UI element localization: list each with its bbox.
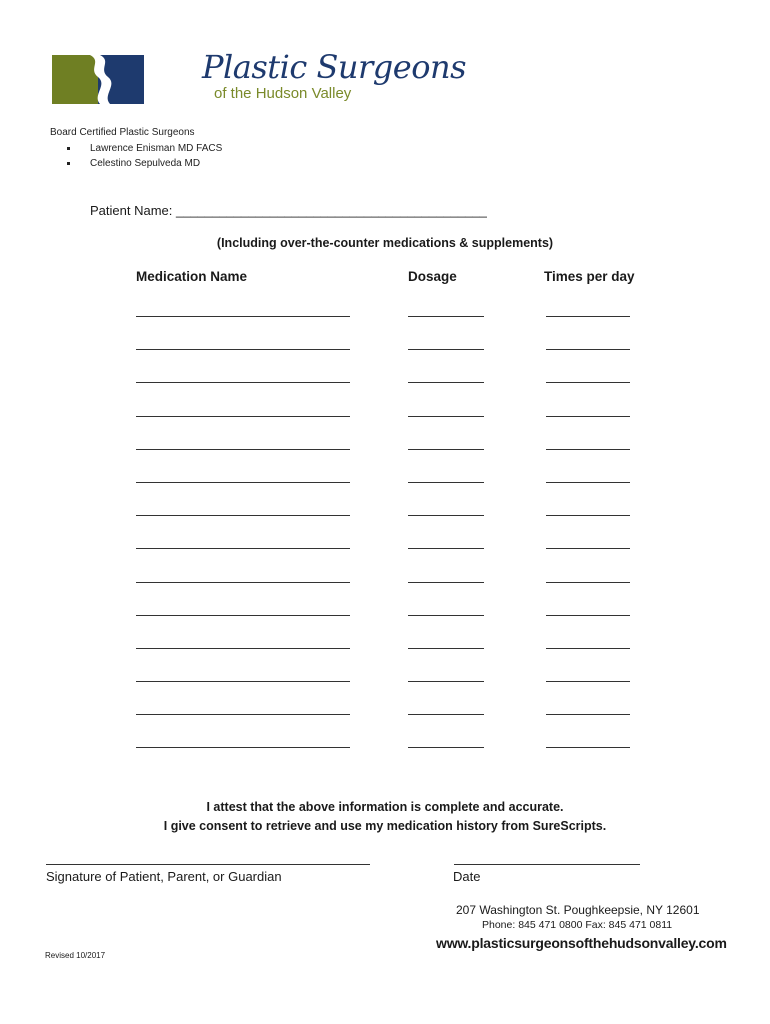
medication-row <box>0 472 770 505</box>
surgeon-item <box>67 156 222 171</box>
header-medication-name: Medication Name <box>136 269 248 284</box>
dosage-field[interactable] <box>408 648 484 649</box>
medication-row <box>0 306 770 339</box>
dosage-field[interactable] <box>408 714 484 715</box>
surgeon-list <box>50 141 222 171</box>
logo-mark-icon <box>52 55 144 104</box>
medication-name-field[interactable] <box>136 548 350 549</box>
revised-date: Revised 10/2017 <box>45 951 106 960</box>
footer-website: www.plasticsurgeonsofthehudsonvalley.com <box>436 935 727 951</box>
surgeon-name: Lawrence Enisman MD FACS <box>90 143 223 154</box>
dosage-field[interactable] <box>408 515 484 516</box>
medication-name-field[interactable] <box>136 582 350 583</box>
dosage-field[interactable] <box>408 615 484 616</box>
practice-logo <box>52 48 466 108</box>
consent-line: I give consent to retrieve and use my medication history from SureScripts. <box>163 819 607 833</box>
medication-name-field[interactable] <box>136 714 350 715</box>
medication-row <box>0 439 770 472</box>
times-per-day-field[interactable] <box>546 482 630 483</box>
dosage-field[interactable] <box>408 548 484 549</box>
attestation-line: I attest that the above information is complete and accurate. <box>206 800 564 814</box>
logo-script-text: Plastic Surgeons <box>202 48 466 86</box>
times-per-day-field[interactable] <box>546 515 630 516</box>
board-certified-block <box>50 127 222 171</box>
medication-row <box>0 505 770 538</box>
medication-name-field[interactable] <box>136 349 350 350</box>
dosage-field[interactable] <box>408 416 484 417</box>
times-per-day-field[interactable] <box>546 382 630 383</box>
dosage-field[interactable] <box>408 747 484 748</box>
including-note: (Including over-the-counter medications & supplements) <box>216 236 554 250</box>
logo-subtitle: of the Hudson Valley <box>214 85 352 102</box>
times-per-day-field[interactable] <box>546 349 630 350</box>
times-per-day-field[interactable] <box>546 416 630 417</box>
medication-row <box>0 339 770 372</box>
medication-rows <box>0 306 770 771</box>
surgeon-name: Celestino Sepulveda MD <box>90 158 201 169</box>
footer-phone: Phone: 845 471 0800 Fax: 845 471 0811 <box>482 919 673 931</box>
times-per-day-field[interactable] <box>546 316 630 317</box>
times-per-day-field[interactable] <box>546 615 630 616</box>
medication-name-field[interactable] <box>136 416 350 417</box>
medication-row <box>0 737 770 770</box>
times-per-day-field[interactable] <box>546 582 630 583</box>
medication-name-field[interactable] <box>136 681 350 682</box>
times-per-day-field[interactable] <box>546 681 630 682</box>
medication-row <box>0 605 770 638</box>
medication-name-field[interactable] <box>136 515 350 516</box>
surgeon-item <box>67 141 222 156</box>
header-times-per-day: Times per day <box>544 269 635 284</box>
dosage-field[interactable] <box>408 316 484 317</box>
bullet-icon <box>67 147 70 150</box>
medication-row <box>0 638 770 671</box>
times-per-day-field[interactable] <box>546 548 630 549</box>
medication-name-field[interactable] <box>136 747 350 748</box>
signature-field[interactable] <box>46 864 370 865</box>
dosage-field[interactable] <box>408 382 484 383</box>
dosage-field[interactable] <box>408 449 484 450</box>
medication-name-field[interactable] <box>136 449 350 450</box>
medication-row <box>0 538 770 571</box>
medication-name-field[interactable] <box>136 482 350 483</box>
times-per-day-field[interactable] <box>546 648 630 649</box>
patient-name-field[interactable]: Patient Name: ___________________________________________ <box>90 203 487 218</box>
signature-label: Signature of Patient, Parent, or Guardian <box>46 869 282 884</box>
medication-row <box>0 572 770 605</box>
bullet-icon <box>67 162 70 165</box>
dosage-field[interactable] <box>408 582 484 583</box>
board-title: Board Certified Plastic Surgeons <box>50 127 195 138</box>
attestation <box>0 798 770 836</box>
date-label: Date <box>453 869 481 884</box>
medication-row <box>0 372 770 405</box>
medication-name-field[interactable] <box>136 316 350 317</box>
medication-row <box>0 671 770 704</box>
times-per-day-field[interactable] <box>546 714 630 715</box>
medication-name-field[interactable] <box>136 648 350 649</box>
medication-row <box>0 406 770 439</box>
date-field[interactable] <box>454 864 640 865</box>
medication-name-field[interactable] <box>136 382 350 383</box>
medication-row <box>0 704 770 737</box>
header-dosage: Dosage <box>408 269 457 284</box>
medication-name-field[interactable] <box>136 615 350 616</box>
dosage-field[interactable] <box>408 349 484 350</box>
dosage-field[interactable] <box>408 482 484 483</box>
times-per-day-field[interactable] <box>546 449 630 450</box>
footer-address: 207 Washington St. Poughkeepsie, NY 12601 <box>456 903 700 917</box>
dosage-field[interactable] <box>408 681 484 682</box>
times-per-day-field[interactable] <box>546 747 630 748</box>
